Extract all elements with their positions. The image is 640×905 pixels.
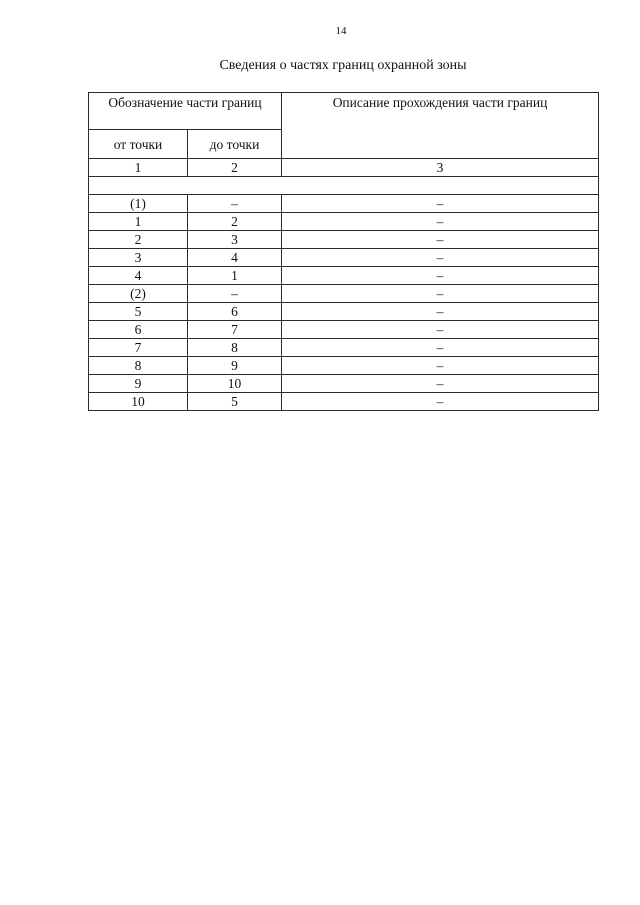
from-point-cell: (2) — [89, 285, 188, 303]
description-cell: – — [282, 393, 599, 411]
table-row — [89, 285, 599, 303]
to-point-cell: 2 — [188, 213, 282, 231]
from-point-cell: 4 — [89, 267, 188, 285]
spacer-row — [89, 177, 599, 195]
boundary-parts-table — [88, 92, 599, 411]
table-row — [89, 267, 599, 285]
from-point-cell: 9 — [89, 375, 188, 393]
group-header: Обозначение части границ — [89, 93, 282, 130]
description-cell: – — [282, 339, 599, 357]
description-cell: – — [282, 267, 599, 285]
to-point-cell: – — [188, 285, 282, 303]
header-row — [89, 93, 599, 130]
to-point-cell: 9 — [188, 357, 282, 375]
description-cell: – — [282, 357, 599, 375]
to-point-cell: 6 — [188, 303, 282, 321]
to-point-cell: 5 — [188, 393, 282, 411]
page-number: 14 — [335, 25, 347, 37]
to-point-cell: 3 — [188, 231, 282, 249]
table-row — [89, 249, 599, 267]
column-number: 3 — [282, 159, 599, 177]
description-cell: – — [282, 195, 599, 213]
from-point-cell: 6 — [89, 321, 188, 339]
document-title: Сведения о частях границ охранной зоны — [219, 58, 467, 73]
column-number: 1 — [89, 159, 188, 177]
description-cell: – — [282, 375, 599, 393]
description-cell: – — [282, 321, 599, 339]
from-point-cell: 3 — [89, 249, 188, 267]
from-point-cell: 2 — [89, 231, 188, 249]
to-point-header: до точки — [188, 130, 282, 159]
to-point-cell: 8 — [188, 339, 282, 357]
to-point-cell: 7 — [188, 321, 282, 339]
table-row — [89, 321, 599, 339]
from-point-cell: (1) — [89, 195, 188, 213]
column-number: 2 — [188, 159, 282, 177]
from-point-cell: 5 — [89, 303, 188, 321]
description-cell: – — [282, 285, 599, 303]
table-row — [89, 303, 599, 321]
table-row — [89, 213, 599, 231]
to-point-cell: – — [188, 195, 282, 213]
table-row — [89, 393, 599, 411]
spacer-cell — [89, 177, 599, 195]
description-cell: – — [282, 303, 599, 321]
from-point-cell: 10 — [89, 393, 188, 411]
table-row — [89, 231, 599, 249]
from-point-header: от точки — [89, 130, 188, 159]
from-point-cell: 8 — [89, 357, 188, 375]
table-row — [89, 339, 599, 357]
description-header: Описание прохождения части границ — [282, 93, 599, 159]
description-cell: – — [282, 213, 599, 231]
from-point-cell: 7 — [89, 339, 188, 357]
to-point-cell: 1 — [188, 267, 282, 285]
to-point-cell: 4 — [188, 249, 282, 267]
description-cell: – — [282, 249, 599, 267]
table-row — [89, 195, 599, 213]
from-point-cell: 1 — [89, 213, 188, 231]
table-row — [89, 375, 599, 393]
table-row — [89, 357, 599, 375]
to-point-cell: 10 — [188, 375, 282, 393]
description-cell: – — [282, 231, 599, 249]
column-number-row — [89, 159, 599, 177]
